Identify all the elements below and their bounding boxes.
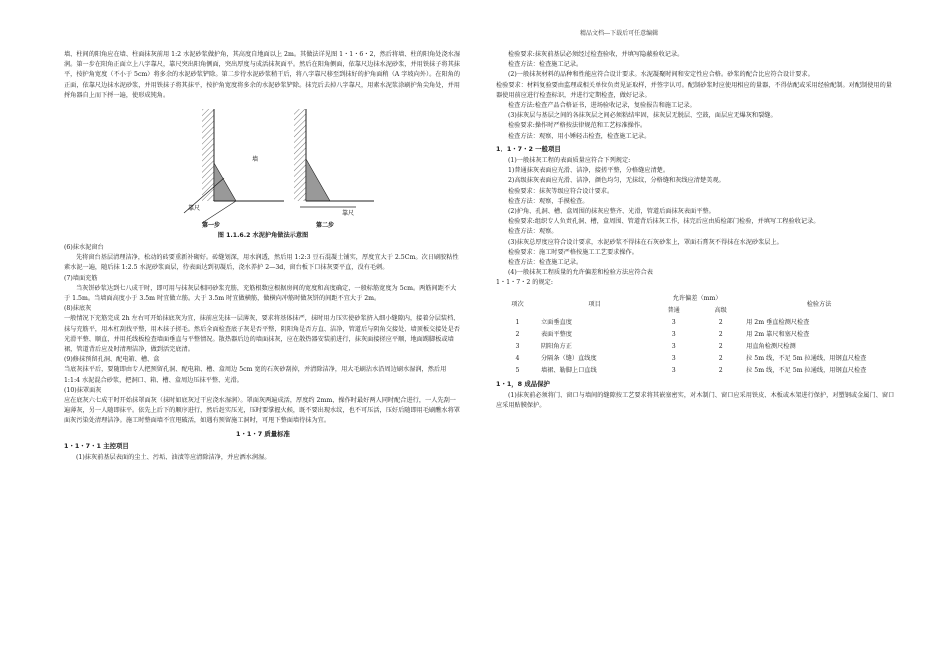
paragraph: 检验要求：抹灰等级应符合设计要求。 — [508, 187, 614, 195]
table-cell: 3 — [515, 342, 520, 350]
paragraph: 墙、柱间的阳角应在墙、柱面抹灰前用 1:2 水泥砂浆做护角，其高度自地面以上 2m。其做法详见图 1・1・6・2，然后将墙、柱的阳角处浇水湿润。第一步在阳角正面立上八字靠尺，靠尺突出阳角侧面，突出厚度与成活抹灰面平。然后在阳角侧面，依靠尺边抹水泥砂浆，并用铁抹子将其抹平，按护角宽度（不小于 5cm）将多余的水泥砂浆铲除。第二步待水泥砂浆稍干后，将八字靠尺移至到抹好的护角面稍（A 字坡向外）。在阳角的正面，依靠尺边抹水泥砂浆，并用铁抹子将其抹平，按护角宽度将多余的水泥砂浆铲除。抹完后去掉八字靠尺，用素水泥浆涂刷护角尖角处，并用捋角器自上而下捋一遍，使形成钝角。 — [64, 51, 461, 99]
table-cell: 拉 5m 线，不足 5m 拉通线，用钢直尺检查 — [746, 354, 867, 362]
corner-protection-diagram — [124, 103, 404, 229]
left-column — [64, 50, 462, 463]
paragraph: 检验要求：材料复验要由监理或相关单位负责见证取样，并签字认可。配制砂浆时应使用相应的量器，不得估配或采用经验配制。对配制使用的量器使用前应进行检查标识，并进行定期检查，做好记录。 — [496, 81, 892, 99]
section-title-1172: 1．1・7・2 一般项目 — [496, 144, 561, 153]
header-cell: 高级 — [714, 306, 727, 314]
table-cell: 表面平整度 — [540, 330, 572, 338]
right-column — [496, 50, 896, 411]
table-cell: 用 2m 靠尺和塞尺检查 — [746, 330, 810, 338]
section-title-1171: 1・1・7・1 主控项目 — [64, 441, 129, 450]
table-cell: 3 — [671, 318, 676, 326]
section-heading: (8)抹底灰 — [64, 305, 92, 313]
paragraph: (1)一般抹灰工程的表面质量应符合下列规定: — [508, 157, 631, 165]
header-cell: 项目 — [588, 300, 601, 308]
figure-caption: 图 1.1.6.2 水泥护角做法示意图 — [217, 232, 309, 240]
paragraph: 检查方法：观察，手摸检查。 — [508, 197, 589, 205]
step-2-label: 第二步 — [316, 222, 335, 230]
table-row — [496, 329, 894, 341]
section-heading: (9)修抹预留孔洞、配电箱、槽、盒 — [64, 356, 160, 364]
paragraph: (4)一般抹灰工程质量的允许偏差和检验方法应符合表 — [508, 269, 653, 277]
paragraph: (1)抹灰前基层表面的尘土、污垢、油渍等应清除洁净，并应洒水润湿。 — [76, 454, 271, 462]
paragraph: 当底灰抹平后，要随即由专人把预留孔洞、配电箱、槽、盒周边 5cm 宽的石灰砂刮掉，并清除洁净，用大毛刷沾水沿周边刷水湿润，然后用 1:1:4 水泥混合砂浆，把洞口、箱、槽、盒周边压抹平整、光滑。 — [64, 366, 447, 384]
paragraph: 检查方法：检查施工记录。 — [508, 61, 583, 69]
step-1-label: 第一步 — [202, 222, 221, 230]
paragraph: (2)一般抹灰材料的品种和性能应符合设计要求。水泥凝聚时间和安定性应合格。砂浆的配合比应符合设计要求。 — [508, 71, 814, 79]
paragraph: 1・1・7・2 的规定: — [496, 279, 553, 287]
header-cell: 检验方法 — [806, 300, 832, 308]
table-cell: 1 — [515, 318, 520, 326]
section-heading: (7)墙面充筋 — [64, 274, 98, 282]
wall-hatch-1 — [202, 109, 214, 201]
table-cell: 2 — [718, 318, 723, 326]
paragraph: (1)抹灰前必须将门、窗口与墙间的缝隙按工艺要求将其嵌塞密实，对木制门、窗口应采用铁皮、木板或木架进行保护，对塑钢或金属门、窗口应采用贴膜保护。 — [496, 391, 895, 410]
corner-protection-figure — [64, 101, 462, 243]
mortar-2 — [306, 159, 330, 201]
page-header: 精品文档---下载后可任意编辑 — [580, 30, 659, 37]
tolerance-table — [496, 293, 894, 377]
paragraph: (2)护角、孔洞、槽、盒周围的抹灰应整齐、光滑，管道后面抹灰表面平整。 — [508, 208, 715, 216]
paragraph: 当灰饼砂浆达到七八成干时，即可用与抹灰层相同砂浆充筋，充筋根数应根据房间的宽度和高度确定，一般标筋宽度为 5cm。两筋间距不大于 1.5m。当墙面高度小于 3.5m 时宜做立筋。大于 3.5m 时宜做横筋，做横向冲筋时做灰饼的间距不宜大于 2m。 — [64, 284, 457, 303]
ruler-label-2: 靠尺 — [342, 210, 355, 218]
paragraph: 检查方法：检查施工记录。 — [508, 259, 583, 267]
table-cell: 拉 5m 线，不足 5m 拉通线，用钢直尺检查 — [746, 366, 867, 374]
paragraph: 应在底灰六七成干时开始抹罩面灰（抹时如底灰过干应浇水湿润）。罩面灰两遍成活，厚度约 2mm，操作时最好两人同时配合进行，一人先刮一遍薄灰，另一人随即抹平。依先上后下的顺序进行，然后赶实压光，压时要掌握火候，既不要出现水纹，也不可压活，压好后随即用毛刷醮水将罩面灰污染处清理洁净。施工时整面墙不宜甩破活，如遇有预留施工洞时，可甩下整面墙待抹为宜。 — [64, 397, 460, 425]
table-cell: 4 — [515, 354, 520, 362]
table-row — [496, 353, 894, 365]
table-cell: 墙裙、勒脚上口直线 — [540, 366, 597, 374]
table-cell: 立面垂直度 — [540, 318, 572, 326]
table-cell: 2 — [515, 330, 520, 338]
table-cell: 3 — [671, 354, 676, 362]
header-cell: 普通 — [667, 306, 680, 314]
table-header-row — [496, 293, 894, 305]
paragraph: 检查方法：观察，用小锤轻击检查，检查施工记录。 — [508, 132, 651, 140]
mortar-1 — [214, 163, 236, 201]
table-cell: 分隔条（缝）直线度 — [540, 354, 597, 362]
table-cell: 用 2m 垂直检测尺检查 — [746, 318, 810, 326]
wall-label: 墙 — [252, 156, 259, 164]
paragraph: (3)抹灰层与基层之间的各抹灰层之间必须粘结牢固，抹灰层无脱层、空鼓，面层应无爆灰和裂缝。 — [508, 112, 777, 120]
table-cell: 2 — [718, 330, 723, 338]
paragraph: 先将窗台基层清理洁净，松动的砖要重新补砌好。砖缝划深，用水润透，然后用 1:2:3 豆石混凝土铺实，厚度宜大于 2.5Cm。次日刷胶粘性素水泥一遍，随后抹 1:2.5 水泥砂浆面层，待表面达到初凝后，浇水养护 2—3d，窗台板下口抹灰要平直，没有毛刺。 — [64, 254, 459, 272]
paragraph: 检查方法:检查产品合格证书，进场验收记录，复验报告和施工记录。 — [508, 102, 696, 110]
paragraph: 检查方法：观察。 — [508, 228, 558, 236]
table-cell: 5 — [515, 366, 520, 374]
ruler-label-1: 靠尺 — [188, 205, 201, 213]
table-row — [496, 317, 894, 329]
header-cell: 项次 — [511, 300, 524, 308]
table-cell: 2 — [718, 354, 723, 362]
paragraph: 检验要求：施工时要严格按施工工艺要求操作。 — [508, 248, 638, 256]
header-cell: 允许偏差（mm） — [672, 294, 722, 302]
ruler-leader-1 — [202, 201, 236, 223]
table-cell: 3 — [671, 342, 676, 350]
table-cell: 用直角检测尺检测 — [746, 342, 796, 350]
paragraph: 检验要求:抹灰前基层必须经过检查验收，并填写隐蔽验收记录。 — [508, 51, 684, 58]
table-row — [496, 365, 894, 377]
section-heading: (6)抹水泥窗台 — [64, 244, 104, 252]
paragraph: 检验要求:组织专人负责孔洞、槽，盒周围、管道背后抹灰工作，抹完后应由质检部门检验，并填写工程验收记录。 — [508, 218, 820, 226]
wall-hatch-2 — [294, 109, 306, 201]
table-row — [496, 341, 894, 353]
paragraph: (3)抹灰总厚度应符合设计要求，水泥砂浆不得抹在石灰砂浆上，罩面石膏灰不得抹在水泥砂浆层上。 — [508, 238, 783, 246]
paragraph: 1)普通抹灰表面应光滑、洁净，接搓平整，分格缝应清楚。 — [508, 167, 670, 175]
paragraph: 检验要求:操作时严格按法律规范和工艺标准操作。 — [508, 122, 647, 130]
table-cell: 2 — [718, 366, 723, 374]
section-title-1118: 1・1，8 成品保护 — [496, 379, 550, 388]
paragraph: 一般情况下充筋完成 2h 左右可开始抹底灰为宜，抹前应先抹一层薄灰，要求将基体抹严，抹时用力压实使砂浆挤入细小缝隙内，接着分层装档、抹与充筋平，用木杠刮找平整，用木抹子搓毛。然后全面检查底子灰是否平整，阴阳角是否方直、洁净，管道后与阴角交接处、墙顶板交接处是否光滑平整、顺直，并用托线板检查墙面垂直与平整情况。散热器后边的墙面抹灰，应在散热器安装前进行，抹灰面接搓应平顺，地面踢脚板或墙裙，管道背后应及时清理洁净，做到活完底清。 — [64, 315, 460, 354]
table-cell: 3 — [671, 366, 676, 374]
table-cell: 2 — [718, 342, 723, 350]
table-cell: 3 — [671, 330, 676, 338]
section-heading: (10)抹罩面灰 — [64, 386, 102, 394]
section-title-117: 1・1・7 质量标准 — [236, 429, 290, 438]
paragraph: 2)高级抹灰表面应光滑、洁净，颜色均匀，无抹纹，分格缝和灰线应清楚美观。 — [508, 177, 725, 185]
table-cell: 阴阳角方正 — [540, 342, 572, 350]
